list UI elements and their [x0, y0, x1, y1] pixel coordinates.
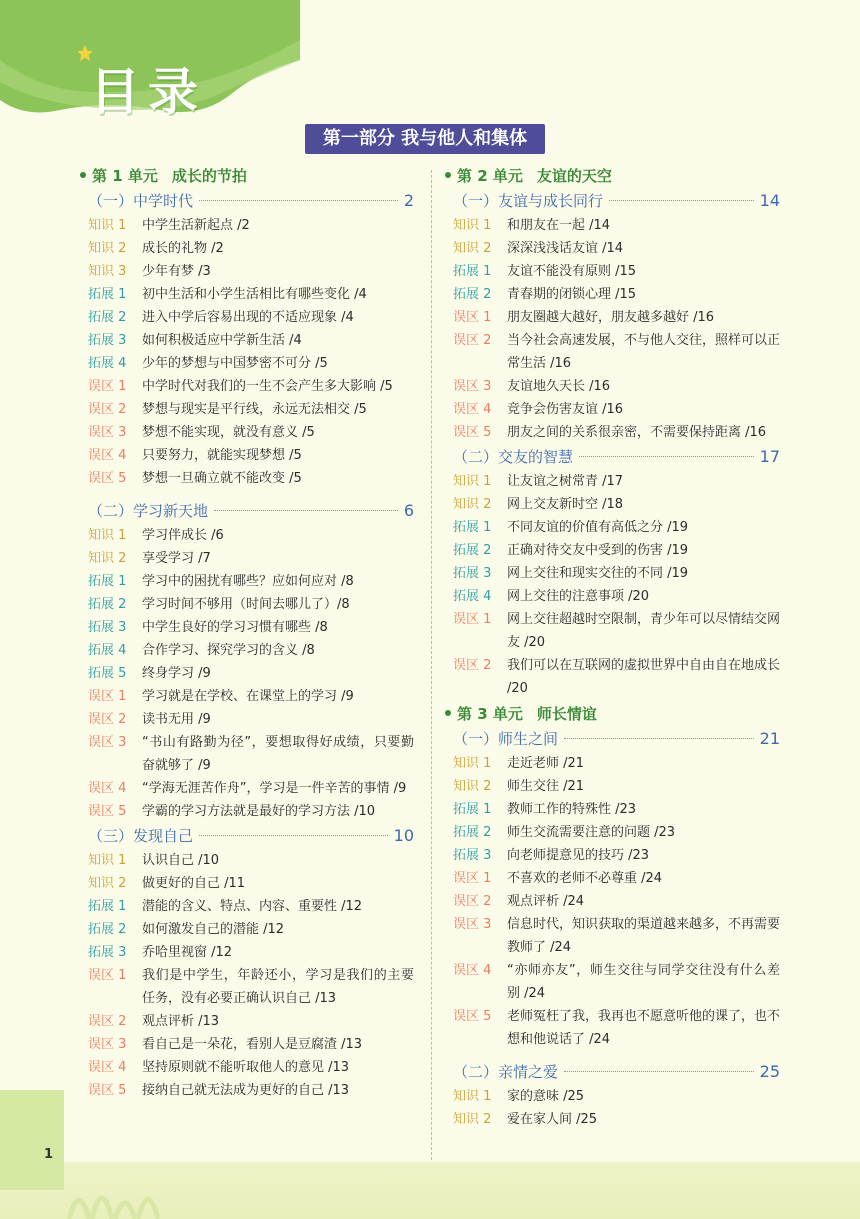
section-entry[interactable]: [453, 188, 780, 214]
toc-item[interactable]: [80, 964, 414, 1010]
toc-item[interactable]: [445, 959, 780, 1005]
section-label: （三）发现自己: [88, 827, 194, 845]
item-text: 观点评析 /24: [507, 894, 585, 909]
item-tag: 误区 1: [453, 871, 492, 886]
item-tag: 拓展 3: [88, 333, 127, 348]
dot-leader: [199, 200, 398, 201]
toc-item[interactable]: [445, 1085, 780, 1108]
item-text: 和朋友在一起 /14: [507, 218, 611, 233]
toc-right-column: [445, 162, 780, 1131]
item-tag: 误区 4: [453, 402, 492, 417]
toc-item[interactable]: [80, 283, 414, 306]
toc-item[interactable]: [80, 524, 414, 547]
item-text: “学海无涯苦作舟”，学习是一件辛苦的事情 /9: [142, 781, 407, 796]
item-text: 教师工作的特殊性 /23: [507, 802, 637, 817]
item-text: 不喜欢的老师不必尊重 /24: [507, 871, 663, 886]
toc-item[interactable]: [80, 1033, 414, 1056]
item-tag: 知识 2: [453, 1112, 492, 1127]
toc-item[interactable]: [445, 585, 780, 608]
item-tag: 知识 1: [453, 474, 492, 489]
item-tag: 知识 2: [88, 241, 127, 256]
section-page-number: 21: [759, 729, 780, 748]
item-text: 学习中的困扰有哪些？应如何应对 /8: [142, 574, 354, 589]
item-text: 学习伴成长 /6: [142, 528, 224, 543]
toc-item[interactable]: [445, 283, 780, 306]
item-tag: 误区 2: [88, 1014, 127, 1029]
item-tag: 误区 3: [453, 379, 492, 394]
toc-item[interactable]: [80, 237, 414, 260]
toc-item[interactable]: [445, 214, 780, 237]
section-entry[interactable]: [88, 823, 414, 849]
item-tag: 拓展 1: [88, 287, 127, 302]
section-label: （一）师生之间: [453, 730, 559, 748]
item-tag: 误区 3: [88, 1037, 127, 1052]
item-tag: 误区 5: [88, 471, 127, 486]
item-text: 成长的礼物 /2: [142, 241, 224, 256]
page-number: 1: [44, 1147, 54, 1162]
item-tag: 知识 3: [88, 264, 127, 279]
page-number-box: [0, 1090, 64, 1190]
toc-item[interactable]: [445, 260, 780, 283]
item-text: 合作学习、探究学习的含义 /8: [142, 643, 315, 658]
toc-left-column: [80, 162, 414, 1102]
toc-item[interactable]: [80, 593, 414, 616]
item-text: 学习时间不够用（时间去哪儿了）/8: [142, 597, 350, 612]
item-text: 朋友之间的关系很亲密，不需要保持距离 /16: [507, 425, 767, 440]
part-banner: 第一部分 我与他人和集体: [305, 124, 545, 154]
toc-item[interactable]: [80, 570, 414, 593]
item-text: 初中生活和小学生活相比有哪些变化 /4: [142, 287, 367, 302]
toc-item[interactable]: [80, 685, 414, 708]
item-tag: 误区 2: [88, 402, 127, 417]
toc-item[interactable]: [80, 616, 414, 639]
toc-item[interactable]: [80, 352, 414, 375]
section-entry[interactable]: [453, 444, 780, 470]
item-text: 信息时代，知识获取的渠道越来越多，不再需要教师了 /24: [507, 917, 781, 955]
toc-item[interactable]: [445, 398, 780, 421]
toc-item[interactable]: [445, 470, 780, 493]
unit-name: 师长情谊: [536, 704, 597, 723]
item-tag: 知识 1: [453, 756, 492, 771]
section-page-number: 6: [403, 501, 414, 520]
toc-item[interactable]: [80, 895, 414, 918]
toc-item[interactable]: [80, 941, 414, 964]
item-tag: 误区 4: [453, 963, 492, 978]
section-entry[interactable]: [453, 726, 780, 752]
item-text: 梦想一旦确立就不能改变 /5: [142, 471, 302, 486]
item-tag: 误区 3: [453, 917, 492, 932]
item-text: 进入中学后容易出现的不适应现象 /4: [142, 310, 354, 325]
column-divider: [431, 170, 432, 1160]
dot-leader: [564, 738, 754, 739]
item-tag: 误区 4: [88, 781, 127, 796]
toc-item[interactable]: [80, 1010, 414, 1033]
item-text: 深深浅浅话友谊 /14: [507, 241, 624, 256]
item-text: 如何积极适应中学新生活 /4: [142, 333, 302, 348]
item-text: 中学生良好的学习习惯有哪些 /8: [142, 620, 328, 635]
toc-item[interactable]: [445, 1005, 780, 1051]
item-tag: 知识 1: [88, 528, 127, 543]
item-tag: 误区 1: [88, 379, 127, 394]
item-tag: 知识 2: [453, 241, 492, 256]
toc-item[interactable]: [80, 849, 414, 872]
item-text: 少年的梦想与中国梦密不可分 /5: [142, 356, 328, 371]
unit-title[interactable]: [80, 162, 414, 188]
item-text: 家的意味 /25: [507, 1089, 585, 1104]
section-page-number: 17: [759, 447, 780, 466]
bullet-dot-icon: [80, 172, 86, 178]
item-tag: 拓展 2: [453, 825, 492, 840]
section-entry[interactable]: [88, 188, 414, 214]
item-text: 观点评析 /13: [142, 1014, 220, 1029]
dot-leader: [214, 510, 398, 511]
section-label: （二）亲情之爱: [453, 1063, 559, 1081]
toc-item[interactable]: [80, 1056, 414, 1079]
toc-item[interactable]: [445, 1108, 780, 1131]
section-label: （一）中学时代: [88, 192, 194, 210]
toc-item[interactable]: [80, 547, 414, 570]
toc-item[interactable]: [80, 777, 414, 800]
item-tag: 知识 2: [88, 551, 127, 566]
item-tag: 拓展 3: [88, 945, 127, 960]
item-tag: 拓展 4: [453, 589, 492, 604]
item-text: 乔哈里视窗 /12: [142, 945, 233, 960]
item-text: 认识自己 /10: [142, 853, 220, 868]
toc-item[interactable]: [80, 398, 414, 421]
toc-item[interactable]: [445, 867, 780, 890]
item-text: “亦师亦友”，师生交往与同学交往没有什么差别 /24: [507, 963, 780, 1001]
dot-leader: [199, 835, 388, 836]
toc-item[interactable]: [80, 731, 414, 777]
item-tag: 拓展 3: [453, 566, 492, 581]
item-text: 接纳自己就无法成为更好的自己 /13: [142, 1083, 350, 1098]
item-tag: 误区 5: [453, 1009, 492, 1024]
item-text: 看自己是一朵花，看别人是豆腐渣 /13: [142, 1037, 363, 1052]
item-text: 梦想不能实现，就没有意义 /5: [142, 425, 315, 440]
item-tag: 误区 1: [453, 310, 492, 325]
item-text: 友谊地久天长 /16: [507, 379, 611, 394]
item-tag: 拓展 5: [88, 666, 127, 681]
item-tag: 拓展 1: [453, 802, 492, 817]
item-text: 友谊不能没有原则 /15: [507, 264, 637, 279]
toc-item[interactable]: [80, 214, 414, 237]
item-text: 网上交友新时空 /18: [507, 497, 624, 512]
item-text: 如何激发自己的潜能 /12: [142, 922, 285, 937]
bullet-dot-icon: [445, 710, 451, 716]
item-tag: 误区 5: [88, 1083, 127, 1098]
toc-item[interactable]: [80, 918, 414, 941]
item-tag: 拓展 4: [88, 356, 127, 371]
toc-item[interactable]: [445, 775, 780, 798]
item-tag: 拓展 1: [88, 574, 127, 589]
page-title: 目录: [90, 63, 206, 121]
toc-item[interactable]: [80, 872, 414, 895]
toc-item[interactable]: [80, 1079, 414, 1102]
item-tag: 知识 2: [88, 876, 127, 891]
item-text: 爱在家人间 /25: [507, 1112, 598, 1127]
item-text: 终身学习 /9: [142, 666, 211, 681]
item-tag: 知识 1: [88, 218, 127, 233]
toc-item[interactable]: [445, 421, 780, 444]
item-text: 朋友圈越大越好，朋友越多越好 /16: [507, 310, 715, 325]
item-text: 网上交往超越时空限制，青少年可以尽情结交网友 /20: [507, 612, 781, 650]
item-tag: 误区 2: [453, 894, 492, 909]
item-text: “书山有路勤为径”，要想取得好成绩，只要勤奋就够了 /9: [142, 735, 414, 773]
toc-item[interactable]: [80, 639, 414, 662]
item-tag: 误区 1: [88, 689, 127, 704]
toc-item[interactable]: [445, 844, 780, 867]
item-text: 只要努力，就能实现梦想 /5: [142, 448, 302, 463]
section-entry[interactable]: [88, 498, 414, 524]
item-tag: 误区 2: [453, 658, 492, 673]
section-page-number: 10: [393, 826, 414, 845]
toc-item[interactable]: [80, 329, 414, 352]
unit-label: 第 1 单元: [92, 166, 158, 185]
item-tag: 知识 1: [453, 218, 492, 233]
item-text: 坚持原则就不能听取他人的意见 /13: [142, 1060, 350, 1075]
bullet-dot-icon: [445, 172, 451, 178]
item-text: 竞争会伤害友谊 /16: [507, 402, 624, 417]
toc-item[interactable]: [445, 654, 780, 700]
toc-item[interactable]: [445, 516, 780, 539]
bottom-decoration: [64, 1162, 184, 1219]
item-text: 享受学习 /7: [142, 551, 211, 566]
item-text: 做更好的自己 /11: [142, 876, 246, 891]
item-text: 学习就是在学校、在课堂上的学习 /9: [142, 689, 354, 704]
item-tag: 拓展 4: [88, 643, 127, 658]
toc-item[interactable]: [80, 708, 414, 731]
toc-item[interactable]: [445, 237, 780, 260]
item-text: 读书无用 /9: [142, 712, 211, 727]
item-text: 师生交往 /21: [507, 779, 585, 794]
item-text: 走近老师 /21: [507, 756, 585, 771]
item-tag: 拓展 1: [453, 520, 492, 535]
item-tag: 误区 2: [453, 333, 492, 348]
item-text: 我们可以在互联网的虚拟世界中自由自在地成长 /20: [507, 658, 781, 696]
item-tag: 误区 2: [88, 712, 127, 727]
dot-leader: [564, 1071, 754, 1072]
unit-label: 第 2 单元: [457, 166, 523, 185]
item-tag: 拓展 3: [453, 848, 492, 863]
item-tag: 拓展 2: [88, 597, 127, 612]
item-tag: 拓展 3: [88, 620, 127, 635]
item-text: 让友谊之树常青 /17: [507, 474, 624, 489]
unit-title[interactable]: [445, 162, 780, 188]
toc-item[interactable]: [445, 562, 780, 585]
toc-item[interactable]: [445, 752, 780, 775]
item-tag: 误区 5: [88, 804, 127, 819]
toc-item[interactable]: [445, 608, 780, 654]
toc-item[interactable]: [445, 306, 780, 329]
item-text: 网上交往的注意事项 /20: [507, 589, 650, 604]
toc-item[interactable]: [445, 913, 780, 959]
toc-item[interactable]: [80, 662, 414, 685]
unit-title[interactable]: [445, 700, 780, 726]
item-tag: 拓展 2: [453, 287, 492, 302]
section-page-number: 25: [759, 1062, 780, 1081]
item-text: 我们是中学生，年龄还小，学习是我们的主要任务，没有必要正确认识自己 /13: [142, 968, 414, 1006]
toc-item[interactable]: [445, 493, 780, 516]
toc-item[interactable]: [445, 539, 780, 562]
spacer: [80, 490, 414, 498]
item-tag: 知识 2: [453, 497, 492, 512]
toc-item[interactable]: [445, 821, 780, 844]
item-text: 网上交往和现实交往的不同 /19: [507, 566, 689, 581]
item-tag: 误区 1: [88, 968, 127, 983]
item-tag: 拓展 2: [453, 543, 492, 558]
item-tag: 知识 2: [453, 779, 492, 794]
toc-item[interactable]: [445, 798, 780, 821]
item-tag: 知识 1: [453, 1089, 492, 1104]
toc-item[interactable]: [80, 467, 414, 490]
item-tag: 拓展 2: [88, 310, 127, 325]
unit-name: 成长的节拍: [171, 166, 247, 185]
item-text: 中学生活新起点 /2: [142, 218, 250, 233]
item-text: 当今社会高速发展，不与他人交往，照样可以正常生活 /16: [507, 333, 781, 371]
toc-item[interactable]: [445, 890, 780, 913]
item-text: 学霸的学习方法就是最好的学习方法 /10: [142, 804, 376, 819]
item-tag: 误区 4: [88, 1060, 127, 1075]
toc-item[interactable]: [80, 421, 414, 444]
unit-label: 第 3 单元: [457, 704, 523, 723]
toc-item[interactable]: [80, 800, 414, 823]
item-text: 向老师提意见的技巧 /23: [507, 848, 650, 863]
section-page-number: 2: [403, 191, 414, 210]
item-text: 中学时代对我们的一生不会产生多大影响 /5: [142, 379, 393, 394]
section-label: （二）学习新天地: [88, 502, 209, 520]
item-tag: 误区 1: [453, 612, 492, 627]
section-page-number: 14: [759, 191, 780, 210]
item-tag: 拓展 1: [453, 264, 492, 279]
item-tag: 知识 1: [88, 853, 127, 868]
section-label: （二）交友的智慧: [453, 448, 574, 466]
item-tag: 误区 4: [88, 448, 127, 463]
toc-item[interactable]: [80, 306, 414, 329]
item-tag: 拓展 2: [88, 922, 127, 937]
item-tag: 误区 5: [453, 425, 492, 440]
item-text: 师生交流需要注意的问题 /23: [507, 825, 676, 840]
toc-item[interactable]: [445, 375, 780, 398]
section-label: （一）友谊与成长同行: [453, 192, 604, 210]
section-entry[interactable]: [453, 1059, 780, 1085]
spacer: [445, 1051, 780, 1059]
item-text: 正确对待交友中受到的伤害 /19: [507, 543, 689, 558]
dot-leader: [579, 456, 754, 457]
item-text: 少年有梦 /3: [142, 264, 211, 279]
item-text: 老师冤枉了我，我再也不愿意听他的课了，也不想和他说话了 /24: [507, 1009, 781, 1047]
toc-item[interactable]: [80, 375, 414, 398]
toc-item[interactable]: [80, 444, 414, 467]
dot-leader: [609, 200, 754, 201]
item-text: 不同友谊的价值有高低之分 /19: [507, 520, 689, 535]
item-text: 梦想与现实是平行线，永远无法相交 /5: [142, 402, 367, 417]
item-text: 青春期的闭锁心理 /15: [507, 287, 637, 302]
item-tag: 误区 3: [88, 425, 127, 440]
item-tag: 误区 3: [88, 735, 127, 750]
item-tag: 拓展 1: [88, 899, 127, 914]
item-text: 潜能的含义、特点、内容、重要性 /12: [142, 899, 363, 914]
toc-item[interactable]: [80, 260, 414, 283]
unit-name: 友谊的天空: [536, 166, 612, 185]
toc-item[interactable]: [445, 329, 780, 375]
